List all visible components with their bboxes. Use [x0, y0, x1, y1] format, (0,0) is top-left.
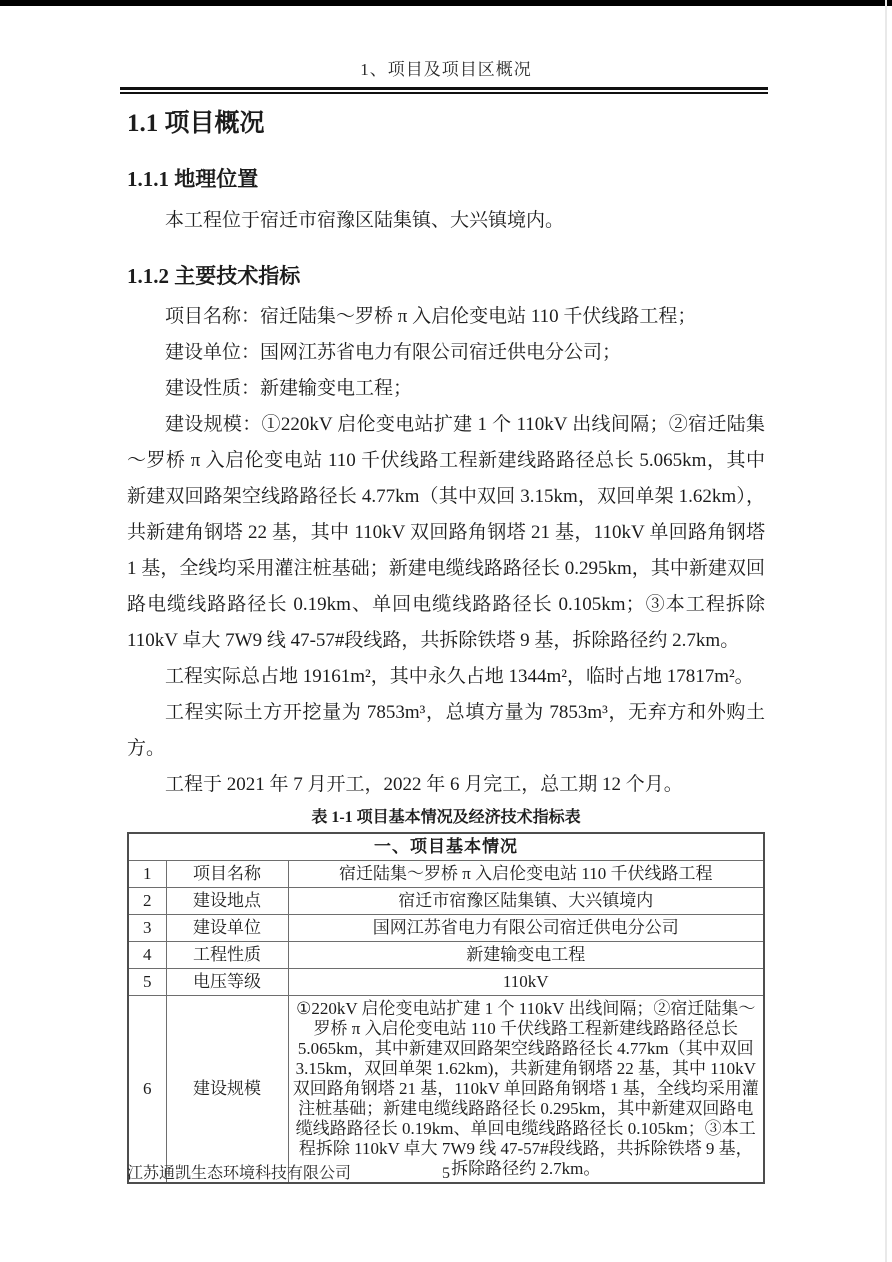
row-number: 5: [128, 969, 166, 996]
row-number: 2: [128, 888, 166, 915]
paragraph-schedule: 工程于 2021 年 7 月开工，2022 年 6 月完工，总工期 12 个月。: [165, 774, 683, 795]
row-label: 电压等级: [166, 969, 288, 996]
header-rule: [120, 87, 768, 94]
row-number: 1: [128, 861, 166, 888]
table-section-header-row: [128, 833, 764, 861]
page-footer: [127, 1163, 765, 1185]
paragraph-construction-scale: 建设规模：①220kV 启伦变电站扩建 1 个 110kV 出线间隔；②宿迁陆集～罗桥 π 入启伦变电站 110 千伏线路工程新建线路路径总长 5.065km，其中新建双回路架空线路路径长 4.77km（其中双回 3.15km，双回单架 1.62km），共新建角钢塔 22 基，其中 110kV 双回路角钢塔 21 基，110kV 单回路角钢塔 1 基，全线均采用灌注桩基础；新建电缆线路路径长 0.295km，其中新建双回路电缆线路路径长 0.19km、单回电缆线路路径长 0.105km；③本工程拆除 110kV 卓大 7W9 线 47-57#段线路，共拆除铁塔 9 基，拆除路径约 2.7km。: [127, 414, 765, 651]
row-value: 国网江苏省电力有限公司宿迁供电分公司: [288, 915, 764, 942]
paragraph-construction-nature: 建设性质：新建输变电工程；: [165, 378, 413, 399]
row-label: 建设单位: [166, 915, 288, 942]
row-label: 项目名称: [166, 861, 288, 888]
row-value: 宿迁陆集～罗桥 π 入启伦变电站 110 千伏线路工程: [288, 861, 764, 888]
paragraph-land-occupation: 工程实际总占地 19161m²，其中永久占地 1344m²，临时占地 17817m²。: [165, 666, 754, 687]
row-label: 建设规模: [166, 996, 288, 1184]
page-content: [0, 108, 892, 1184]
footer-page-number: 5: [442, 1165, 450, 1182]
table-row: [128, 861, 764, 888]
table-caption: 表 1-1 项目基本情况及经济技术指标表: [311, 809, 581, 826]
row-value: 110kV: [288, 969, 764, 996]
heading-1-1-1: 1.1.1 地理位置: [127, 167, 259, 191]
row-value: 宿迁市宿豫区陆集镇、大兴镇境内: [288, 888, 764, 915]
row-label: 工程性质: [166, 942, 288, 969]
paragraph-construction-unit: 建设单位：国网江苏省电力有限公司宿迁供电分公司；: [165, 342, 622, 363]
paragraph-location: 本工程位于宿迁市宿豫区陆集镇、大兴镇境内。: [165, 210, 565, 231]
row-number: 4: [128, 942, 166, 969]
table-row: [128, 969, 764, 996]
table-row: [128, 996, 764, 1184]
scan-right-edge: [885, 0, 887, 1262]
running-header-title: 1、项目及项目区概况: [360, 60, 532, 79]
row-value: ①220kV 启伦变电站扩建 1 个 110kV 出线间隔；②宿迁陆集～罗桥 π 入启伦变电站 110 千伏线路工程新建线路路径总长 5.065km，其中新建双回路架空线路路径长 4.77km（其中双回 3.15km，双回单架 1.62km)，共新建角钢塔 22 基，其中 110kV 双回路角钢塔 21 基，110kV 单回路角钢塔 1 基，全线均采用灌注桩基础；新建电缆线路路径长 0.295km，其中新建双回路电缆线路路径长 0.19km、单回电缆线路路径长 0.105km；③本工程拆除 110kV 卓大 7W9 线 47-57#段线路，共拆除铁塔 9 基，拆除路径约 2.7km。: [288, 996, 764, 1184]
table-row: [128, 915, 764, 942]
table-row: [128, 888, 764, 915]
heading-1-1: 1.1 项目概况: [127, 110, 265, 137]
page-header: [0, 0, 892, 94]
table-row: [128, 942, 764, 969]
paragraph-project-name: 项目名称：宿迁陆集～罗桥 π 入启伦变电站 110 千伏线路工程；: [165, 306, 697, 327]
row-number: 6: [128, 996, 166, 1184]
paragraph-earthwork: 工程实际土方开挖量为 7853m³，总填方量为 7853m³，无弃方和外购土方。: [127, 702, 765, 759]
scan-top-bar: [0, 0, 892, 6]
row-value: 新建输变电工程: [288, 942, 764, 969]
row-label: 建设地点: [166, 888, 288, 915]
row-number: 3: [128, 915, 166, 942]
technical-indicator-paragraphs: [127, 299, 765, 803]
project-info-table: [127, 832, 765, 1184]
footer-company-name: 江苏通凯生态环境科技有限公司: [127, 1165, 352, 1182]
table-section-header: 一、项目基本情况: [128, 833, 764, 861]
heading-1-1-2: 1.1.2 主要技术指标: [127, 264, 301, 288]
